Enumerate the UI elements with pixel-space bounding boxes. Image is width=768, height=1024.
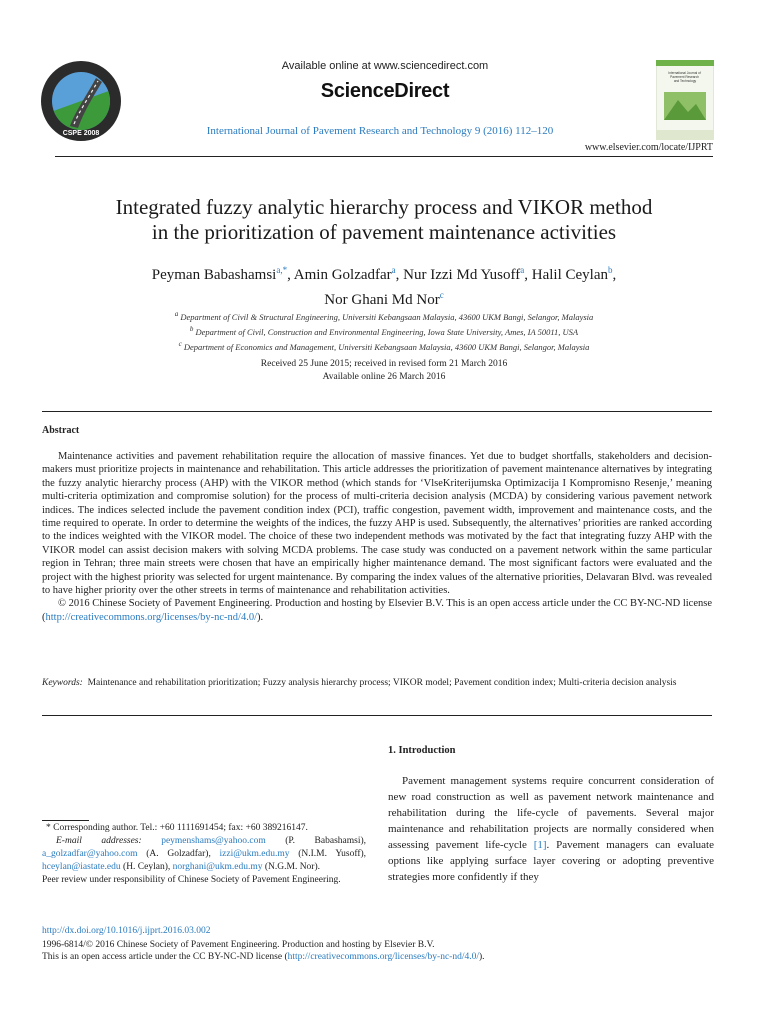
header-divider <box>55 156 713 157</box>
email-link[interactable]: peymenshams@yahoo.com <box>161 836 266 846</box>
keywords-text: Maintenance and rehabilitation prioritization; Fuzzy analysis hierarchy process; VIKOR model; Pavement condition index; Multi-criteria decision analysis <box>87 678 677 688</box>
author-name: Peyman Babashamsi <box>151 267 277 283</box>
affiliation-item <box>40 338 728 353</box>
available-online-text: Available online at www.sciencedirect.com <box>281 60 489 72</box>
abstract-copyright <box>42 597 712 624</box>
author-affil-sup[interactable]: a <box>520 265 525 275</box>
reference-link[interactable]: [1] <box>533 839 547 851</box>
affiliation-text: Department of Civil & Structural Engineering, Universiti Kebangsaan Malaysia, 43600 UKM Bangi, Selangor, Malaysia <box>180 311 594 322</box>
peer-review-note: Peer review under responsibility of Chinese Society of Pavement Engineering. <box>42 875 341 885</box>
intro-text-cont: . Pavement managers can evaluate options like applying surface layer covering or adopting preventive strategies more confidently if they <box>388 839 714 883</box>
affiliation-text: Department of Civil, Construction and Environmental Engineering, Iowa State University, Ames, IA 50011, USA <box>195 326 579 337</box>
license-prefix: This is an open access article under the CC BY-NC-ND license ( <box>42 952 288 962</box>
footnote-divider <box>42 820 89 821</box>
available-date: Available online 26 March 2016 <box>322 372 446 382</box>
keywords-label: Keywords: <box>42 678 83 688</box>
affiliation-item <box>40 323 728 338</box>
received-date: Received 25 June 2015; received in revised form 21 March 2016 <box>260 359 508 369</box>
journal-cover-image <box>656 60 714 140</box>
title-line-1: Integrated fuzzy analytic hierarchy process and VIKOR method <box>115 195 653 219</box>
affiliation-item <box>40 308 728 323</box>
society-logo <box>40 60 122 142</box>
abstract-text: Maintenance activities and pavement rehabilitation require the allocation of massive finances. Yet due to budget shortfalls, stakeholders and decision-makers must prioritize projects in maintenance and rehabilitation. This article addresses the prioritization of pavement maintenance alternatives by integrating the fuzzy analytic hierarchy process (AHP) with the VIKOR method (which stands for ‘VlseKriterijumska Optimizacija I Kompromisno Resenje,’ meaning multi-criteria optimization and compromise solution) for the process of multi-criteria decision analysis (MCDA) by considering various pavement network indices. The indices selected include the pavement condition index (PCI), traffic congestion, pavement width, improvement and maintenance costs, and the time required to operate. In order to determine the weights of the indices, the fuzzy AHP is used. Subsequently, the alternatives’ priorities are ranked according to the indices weighted with the VIKOR model. The choice of these two independent methods was motivated by the fact that integrating fuzzy AHP with the VIKOR model can assist decision makers with solving MCDA problems. The case study was conducted on a pavement network within the same particular region in Tehran; three main streets were chosen that have an empirically higher maintenance demand. The most significant factors were evaluated and the project with the highest priority was selected for urgent maintenance. By comparing the index values of the alternative priorities, Delavaran Blvd. was revealed to have higher priority over the other streets in terms of maintenance and rehabilitation activities. <box>42 451 712 597</box>
keywords <box>42 677 712 690</box>
email-link[interactable]: izzi@ukm.edu.my <box>219 849 290 859</box>
email-link[interactable]: hceylan@iastate.edu <box>42 862 121 872</box>
copyright-suffix: ). <box>257 611 264 623</box>
email-link[interactable]: a_golzadfar@yahoo.com <box>42 849 138 859</box>
logo-text: CSPE 2008 <box>62 130 100 137</box>
email-addresses: E-mail addresses: peymenshams@yahoo.com (P. Babashamsi), a_golzadfar@yahoo.com (A. Golzadfar), izzi@ukm.edu.my (N.I.M. Yusoff), hceylan@iastate.edu (H. Ceylan), norghani@ukm.edu.my (N.G.M. Nor). <box>42 836 367 872</box>
abstract-body <box>42 450 712 624</box>
author-name: Nur Izzi Md Yusoff <box>403 267 521 283</box>
email-owner: (P. Babashamsi) <box>285 836 364 846</box>
email-owner: (A. Golzadfar) <box>146 849 209 859</box>
introduction-body <box>388 773 714 885</box>
author-affil-sup[interactable]: c <box>439 290 444 300</box>
author-name: Amin Golzadfar <box>293 267 392 283</box>
affiliation-text: Department of Economics and Management, Universiti Kebangsaan Malaysia, 43600 UKM Bangi, Selangor, Malaysia <box>183 341 590 352</box>
footnote <box>42 822 366 887</box>
license-link-bottom[interactable]: http://creativecommons.org/licenses/by-nc-nd/4.0/ <box>287 952 479 962</box>
author-separator: , <box>612 267 617 283</box>
email-owner: (H. Ceylan) <box>123 862 168 872</box>
issn-line: 1996-6814/© 2016 Chinese Society of Pavement Engineering. Production and hosting by Elsevier B.V. <box>42 940 435 950</box>
issn-copyright <box>42 939 722 963</box>
affiliation-sup: a <box>174 310 179 318</box>
cover-title: International Journal of Pavement Research and Technology <box>668 71 701 83</box>
author-separator: , <box>287 267 294 283</box>
sciencedirect-brand[interactable]: ScienceDirect <box>320 80 450 102</box>
email-link[interactable]: norghani@ukm.edu.my <box>172 862 263 872</box>
article-dates <box>40 358 728 384</box>
elsevier-locate-url[interactable]: www.elsevier.com/locate/IJPRT <box>584 142 713 153</box>
title-line-2: in the prioritization of pavement maintenance activities <box>151 220 617 244</box>
license-link[interactable]: http://creativecommons.org/licenses/by-nc-nd/4.0/ <box>45 611 258 623</box>
author-affil-sup[interactable]: a <box>391 265 396 275</box>
affiliation-sup: b <box>189 324 194 333</box>
author-list <box>40 260 728 310</box>
corresponding-author: * Corresponding author. Tel.: +60 1111691454; fax: +60 389216147. <box>46 823 308 833</box>
journal-citation[interactable]: International Journal of Pavement Research and Technology 9 (2016) 112–120 <box>206 125 554 137</box>
copyright-text: © 2016 Chinese Society of Pavement Engineering. Production and hosting by Elsevier B.V. This is an open access article under the CC BY-NC-ND license ( <box>42 598 712 623</box>
author-name: Nor Ghani Md Nor <box>324 292 440 308</box>
intro-text: Pavement management systems require concurrent consideration of new road construction as well as pavement network maintenance and rehabilitation during the life-cycle of pavements. Several major maintenance and rehabilitation projects are normally considered when assessing pavement life-cycle <box>388 775 714 851</box>
affiliation-sup: c <box>178 339 182 348</box>
affiliations <box>40 308 728 352</box>
license-line <box>42 951 722 963</box>
doi-link[interactable]: http://dx.doi.org/10.1016/j.ijprt.2016.03.002 <box>42 926 211 936</box>
abstract-bottom-divider <box>42 715 712 716</box>
abstract-top-divider <box>42 411 712 412</box>
email-label: E-mail addresses: <box>56 836 142 846</box>
introduction-heading: 1. Introduction <box>388 745 456 756</box>
author-separator: , <box>395 267 404 283</box>
author-affil-sup[interactable]: a,* <box>276 265 288 275</box>
license-suffix: ). <box>479 952 485 962</box>
author-affil-sup[interactable]: b <box>607 265 613 275</box>
article-title <box>40 195 728 245</box>
author-name: Halil Ceylan <box>531 267 608 283</box>
author-separator: , <box>524 267 532 283</box>
abstract-heading: Abstract <box>42 425 80 436</box>
email-owner: (N.I.M. Yusoff) <box>298 849 364 859</box>
email-owner: (N.G.M. Nor). <box>264 862 321 872</box>
